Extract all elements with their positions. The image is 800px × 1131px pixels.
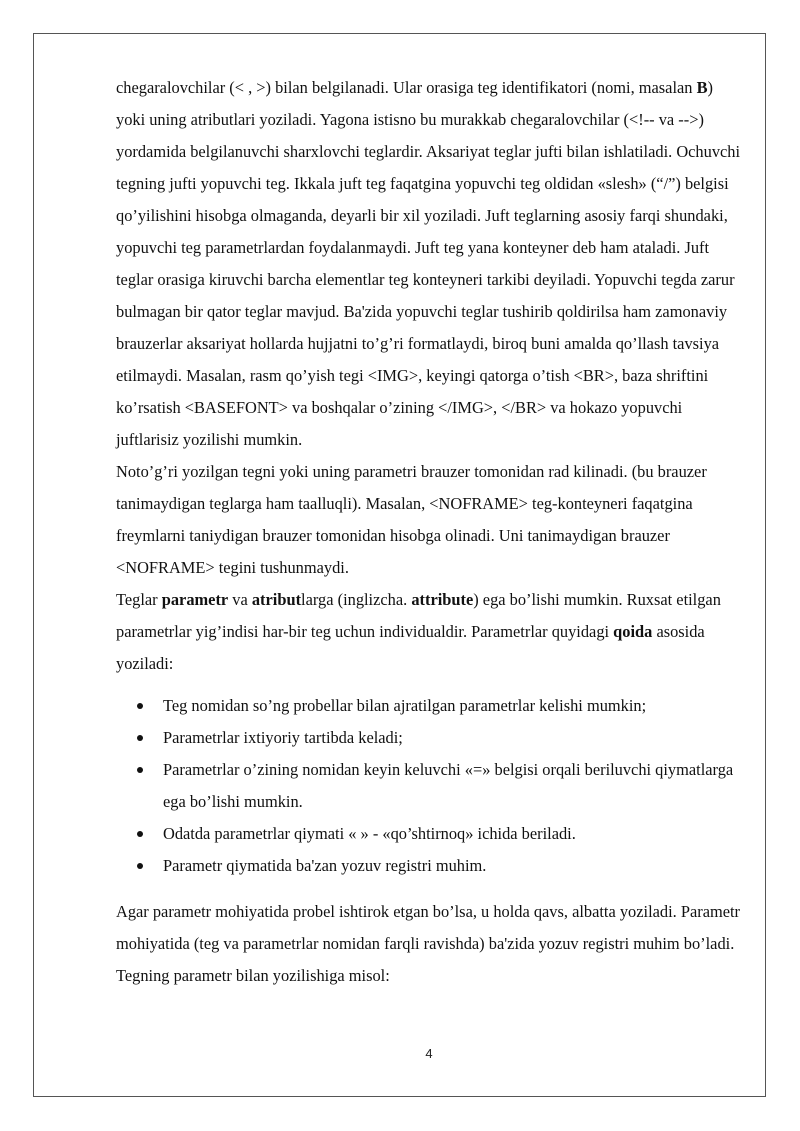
text-run: ) ega bo’lishi mumkin. Ruxsat etilgan parametrlar yig’indisi har-bir teg uchun individualdir. Parametrlar quyidagi <box>116 590 721 641</box>
list-item-text: Parametrlar ixtiyoriy tartibda keladi; <box>163 728 403 747</box>
bullet-icon <box>137 703 143 709</box>
text-run: ) yoki uning atributlari yoziladi. Yagona istisno bu murakkab chegaralovchilar (<!-- va -->) yordamida belgilanuvchi sharxlovchi teglardir. Aksariyat teglar jufti bilan ishlatiladi. Ochuvchi tegning jufti yopuvchi teg. Ikkala juft teg faqatgina yopuvchi teg oldidan «slesh» (“/”) belgisi qo’yilishini hisobga olmaganda, deyarli bir xil yoziladi. Juft teglarning asosiy farqi shundaki, yopuvchi teg parametrlardan foydalanmaydi. Juft teg yana konteyner deb ham ataladi. Juft teglar orasiga kiruvchi barcha elementlar teg konteyneri tarkibi deyiladi. Yopuvchi tegda zarur bulmagan bir qator teglar mavjud. Ba'zida yopuvchi teglar tushirib qoldirilsa ham zamonaviy brauzerlar aksariyat hollarda hujjatni to’g’ri formatlaydi, biroq buni amalda qo’llash tavsiya etilmaydi. Masalan, rasm qo’yish tegi <IMG>, keyingi qatorga o’tish <BR>, baza shriftini ko’rsatish <BASEFONT> va boshqalar o’zining </IMG>, </BR> va hokazo yopuvchi juftlarisiz yozilishi mumkin. <box>116 78 741 449</box>
paragraph-parameters <box>116 584 746 680</box>
bullet-icon <box>137 831 143 837</box>
list-item-text: Odatda parametrlar qiymati « » - «qo’shtirnoq» ichida beriladi. <box>163 824 576 843</box>
bold-text: B <box>696 78 708 97</box>
list-item <box>116 850 746 882</box>
list-item-text: Teg nomidan so’ng probellar bilan ajratilgan parametrlar kelishi mumkin; <box>163 696 647 715</box>
text-run: chegaralovchilar (< , >) bilan belgilanadi. Ular orasiga teg identifikatori (nomi, masalan <box>116 78 697 97</box>
text-run: Teglar <box>116 590 162 609</box>
text-run: asosida yoziladi: <box>116 622 705 673</box>
list-item <box>116 690 746 722</box>
list-item <box>116 818 746 850</box>
paragraph-spaces-in-values: Agar parametr mohiyatida probel ishtirok etgan bo’lsa, u holda qavs, albatta yoziladi. Parametr mohiyatida (teg va parametrlar nomidan farqli ravishda) ba'zida yozuv registri muhim bo’ladi. Tegning parametr bilan yozilishiga misol: <box>116 902 741 985</box>
list-item <box>116 754 746 818</box>
list-item-text: Parametrlar o’zining nomidan keyin keluvchi «=» belgisi orqali beriluvchi qiymatlarga ega bo’lishi mumkin. <box>163 760 734 811</box>
paragraph-invalid-tags: Noto’g’ri yozilgan tegni yoki uning parametri brauzer tomonidan rad kilinadi. (bu brauzer tanimaydigan teglarga ham taalluqli). Masalan, <NOFRAME> teg-konteyneri faqatgina freymlarni taniydigan brauzer tomonidan hisobga olinadi. Uni tanimaydigan brauzer <NOFRAME> tegini tushunmaydi. <box>116 462 707 577</box>
paragraph-tags-intro <box>116 72 746 456</box>
bullet-icon <box>137 735 143 741</box>
bold-text: qoida <box>613 622 653 641</box>
page-number: 4 <box>425 1046 433 1061</box>
rules-list <box>116 690 746 882</box>
document-body <box>116 72 746 992</box>
bold-text: parametr <box>161 590 229 609</box>
text-run: va <box>228 590 252 609</box>
bullet-icon <box>137 767 143 773</box>
text-run: larga (inglizcha. <box>301 590 412 609</box>
list-item-text: Parametr qiymatida ba'zan yozuv registri muhim. <box>163 856 487 875</box>
bold-text: atribut <box>251 590 302 609</box>
bullet-icon <box>137 863 143 869</box>
bold-text: attribute <box>411 590 474 609</box>
list-item <box>116 722 746 754</box>
